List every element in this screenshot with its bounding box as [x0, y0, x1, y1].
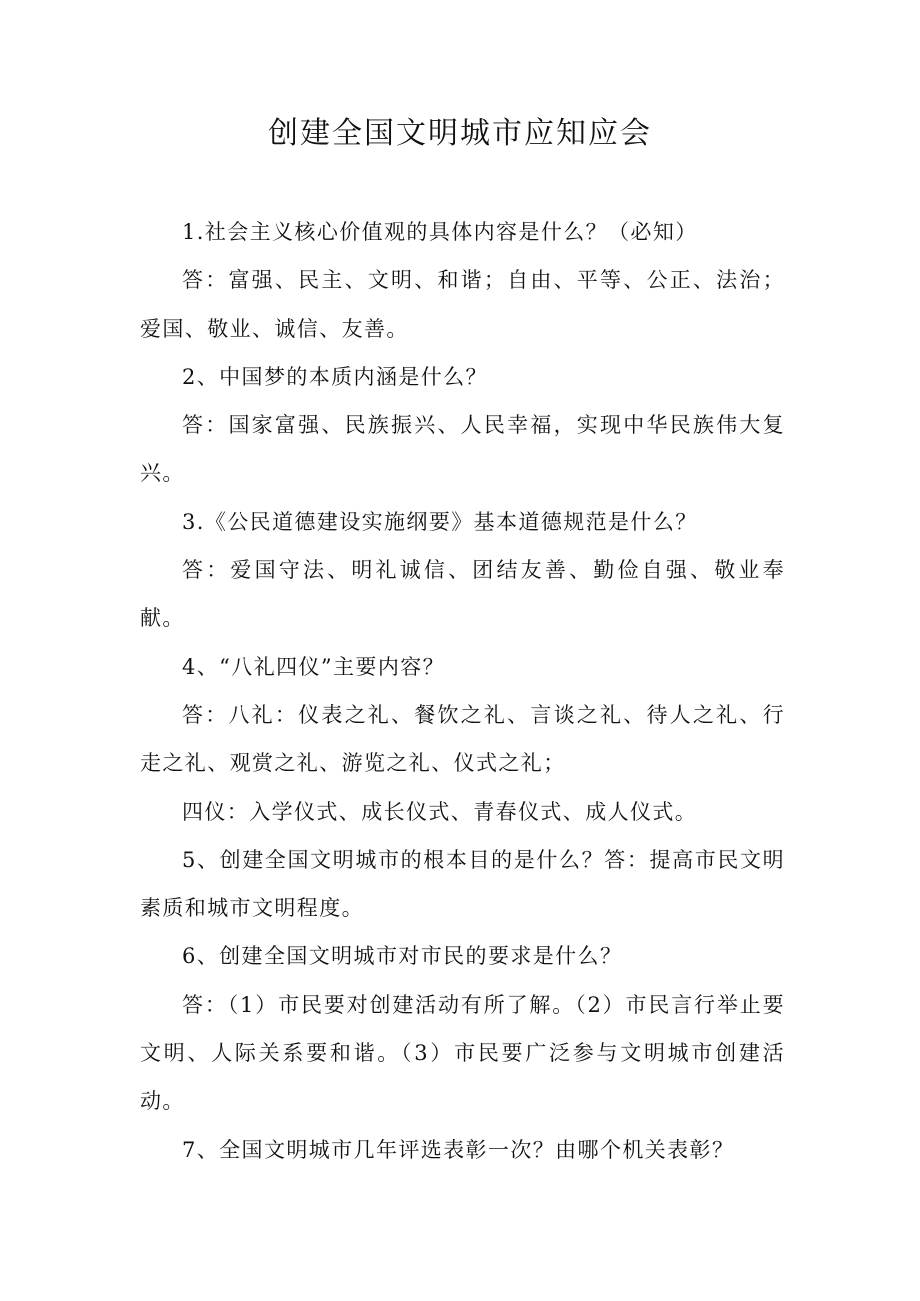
answer-2: 答：国家富强、民族振兴、人民幸福，实现中华民族伟大复兴。: [140, 413, 785, 486]
document-body: [140, 208, 785, 1174]
answer-4-eight-rites: 答：八礼：仪表之礼、餐饮之礼、言谈之礼、待人之礼、行走之礼、观赏之礼、游览之礼、仪式之礼；: [140, 702, 785, 776]
answer-1: 答：富强、民主、文明、和谐；自由、平等、公正、法治；爱国、敬业、诚信、友善。: [140, 268, 785, 341]
question-3: 3.《公民道德建设实施纲要》基本道德规范是什么？: [182, 509, 698, 534]
answer-6: 答：（1）市民要对创建活动有所了解。（2）市民言行举止要文明、人际关系要和谐。（3）市民要广泛参与文明城市创建活动。: [140, 992, 785, 1114]
question-answer-5: 5、创建全国文明城市的根本目的是什么？答：提高市民文明素质和城市文明程度。: [140, 847, 785, 921]
question-4: 4、“八礼四仪”主要内容？: [182, 654, 446, 679]
document-title: 创建全国文明城市应知应会: [268, 116, 652, 151]
answer-4-four-ceremonies: 四仪：入学仪式、成长仪式、青春仪式、成人仪式。: [182, 799, 698, 824]
question-2: 2、中国梦的本质内涵是什么？: [182, 364, 488, 389]
answer-3: 答：爱国守法、明礼诚信、团结友善、勤俭自强、敬业奉献。: [140, 558, 785, 631]
question-6: 6、创建全国文明城市对市民的要求是什么？: [182, 944, 623, 969]
question-1: 1.社会主义核心价值观的具体内容是什么？（必知）: [182, 220, 698, 244]
question-7: 7、全国文明城市几年评选表彰一次？由哪个机关表彰？: [182, 1137, 735, 1162]
